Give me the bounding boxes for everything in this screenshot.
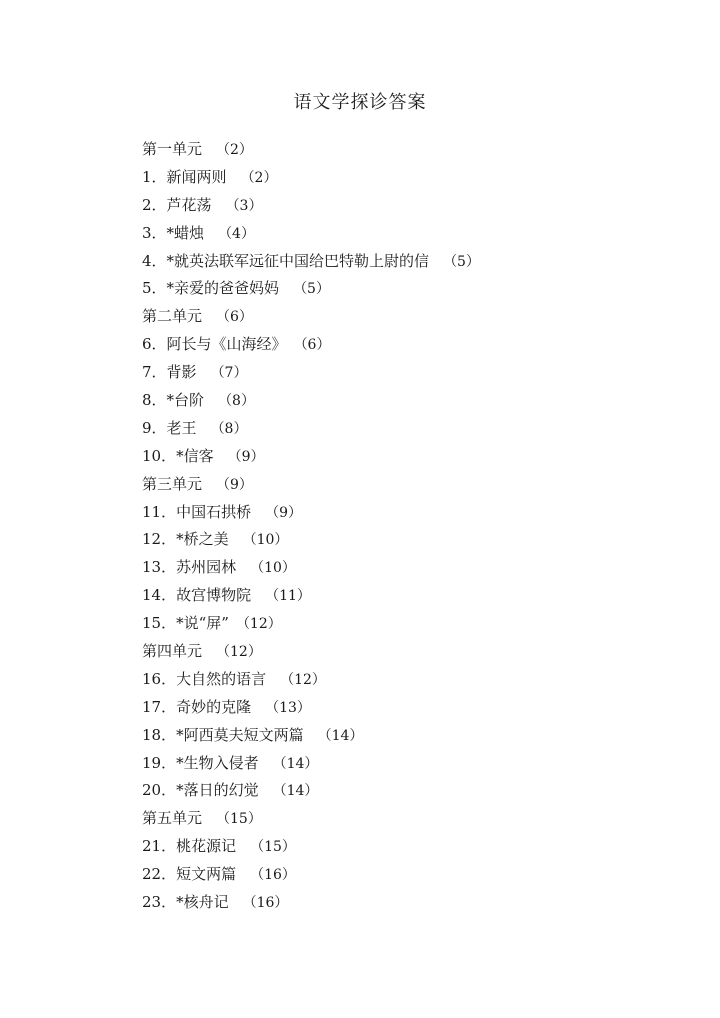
toc-entry-page-number: （2） [240,169,278,186]
toc-entry-title: *说“屏” [176,614,229,633]
toc-entry-number: 23． [142,893,177,912]
toc-entry-number: 4． [142,251,167,270]
toc-entry-lesson [142,861,480,889]
toc-entry-lesson [142,722,480,750]
toc-entry-title: *生物入侵者 [176,753,259,772]
toc-entry-page-number: （12） [216,644,262,661]
toc-entry-number: 16． [142,669,177,688]
toc-entry-number: 15． [142,614,177,633]
toc-entry-number: 9． [142,418,167,437]
toc-entry-title: 苏州园林 [176,558,237,577]
toc-entry-title: *信客 [176,446,214,465]
toc-entry-number: 2． [142,195,167,214]
toc-entry-title: 芦花荡 [166,195,212,214]
toc-entry-title: *亲爱的爸爸妈妈 [166,279,280,298]
toc-entry-lesson [142,526,480,554]
toc-entry-page-number: （13） [265,699,311,716]
toc-entry-lesson [142,359,480,387]
toc-entry-number: 13． [142,558,177,577]
table-of-contents [142,136,480,917]
toc-entry-page-number: （3） [225,197,263,214]
toc-entry-number: 20． [142,781,177,800]
toc-entry-unit [142,805,480,833]
toc-entry-lesson [142,666,480,694]
toc-entry-title: 短文两篇 [176,865,237,884]
toc-entry-page-number: （5） [293,281,330,298]
toc-entry-page-number: （14） [317,727,364,744]
toc-entry-number: 5． [142,279,167,298]
toc-entry-page-number: （9） [265,504,303,521]
toc-entry-lesson [142,750,480,778]
toc-entry-page-number: （4） [218,225,255,242]
toc-entry-title: 第一单元 [142,140,203,158]
toc-entry-page-number: （11） [265,588,311,605]
toc-entry-number: 14． [142,586,177,605]
toc-entry-title: 第三单元 [142,474,203,493]
toc-entry-unit [142,471,480,499]
toc-entry-title: 老王 [166,418,197,437]
toc-entry-title: *落日的幻觉 [176,781,259,800]
toc-entry-lesson [142,248,480,276]
toc-entry-lesson [142,889,480,917]
toc-entry-lesson [142,499,480,527]
toc-entry-lesson [142,331,480,359]
toc-entry-title: *蜡烛 [166,223,205,242]
toc-entry-lesson [142,192,480,220]
toc-entry-number: 8． [142,391,167,410]
toc-entry-page-number: （9） [227,448,265,465]
toc-entry-page-number: （8） [210,420,248,437]
toc-entry-lesson [142,777,480,805]
toc-entry-page-number: （12） [280,671,326,688]
toc-entry-lesson [142,582,480,610]
toc-entry-title: 中国石拱桥 [176,502,252,521]
toc-entry-page-number: （10） [242,532,289,549]
toc-entry-title: 大自然的语言 [176,669,267,688]
toc-entry-number: 6． [142,335,167,354]
toc-entry-unit [142,136,480,164]
toc-entry-page-number: （15） [216,811,262,828]
toc-entry-title: *桥之美 [176,530,229,549]
toc-entry-page-number: （9） [216,476,253,493]
toc-entry-number: 7． [142,363,167,382]
toc-entry-number: 21． [142,837,177,856]
toc-entry-title: *阿西莫夫短文两篇 [176,725,304,744]
toc-entry-title: 第二单元 [142,307,203,326]
toc-entry-page-number: （14） [272,755,319,772]
toc-entry-page-number: （6） [216,309,253,326]
toc-entry-title: 故宫博物院 [176,586,252,605]
toc-entry-title: 桃花源记 [176,837,237,856]
toc-entry-number: 10． [142,446,177,465]
toc-entry-page-number: （12） [242,616,282,633]
toc-entry-unit [142,303,480,331]
toc-entry-title: *台阶 [166,391,205,410]
toc-entry-number: 12． [142,530,177,549]
toc-entry-title: 第五单元 [142,809,203,828]
toc-entry-number: 1． [142,167,167,186]
toc-entry-title: 阿长与《山海经》 [166,335,287,354]
toc-entry-page-number: （6） [300,337,331,354]
toc-entry-title: 背影 [166,363,197,382]
toc-entry-lesson [142,443,480,471]
toc-entry-page-number: （2） [216,142,253,158]
toc-entry-title: 奇妙的克隆 [176,697,252,716]
toc-entry-number: 11． [142,502,177,521]
toc-entry-number: 17． [142,697,177,716]
toc-entry-page-number: （7） [210,365,248,382]
toc-entry-page-number: （16） [242,895,289,912]
toc-entry-lesson [142,554,480,582]
page-title: 语文学探诊答案 [293,92,427,113]
toc-entry-lesson [142,833,480,861]
toc-entry-title: 新闻两则 [166,167,227,186]
toc-entry-number: 22． [142,865,177,884]
toc-entry-page-number: （5） [443,253,480,270]
toc-entry-title: *就英法联军远征中国给巴特勒上尉的信 [166,251,430,270]
toc-entry-lesson [142,610,480,638]
toc-entry-lesson [142,275,480,303]
toc-entry-number: 18． [142,725,177,744]
toc-entry-title: *核舟记 [176,893,229,912]
toc-entry-lesson [142,387,480,415]
toc-entry-lesson [142,694,480,722]
toc-entry-lesson [142,220,480,248]
toc-entry-page-number: （15） [250,839,296,856]
toc-entry-unit [142,638,480,666]
toc-entry-lesson [142,164,480,192]
toc-entry-number: 19． [142,753,177,772]
toc-entry-lesson [142,415,480,443]
toc-entry-number: 3． [142,223,167,242]
toc-entry-page-number: （16） [250,867,296,884]
toc-entry-page-number: （14） [272,783,319,800]
toc-entry-page-number: （10） [250,560,296,577]
toc-entry-title: 第四单元 [142,642,203,661]
toc-entry-page-number: （8） [218,393,255,410]
